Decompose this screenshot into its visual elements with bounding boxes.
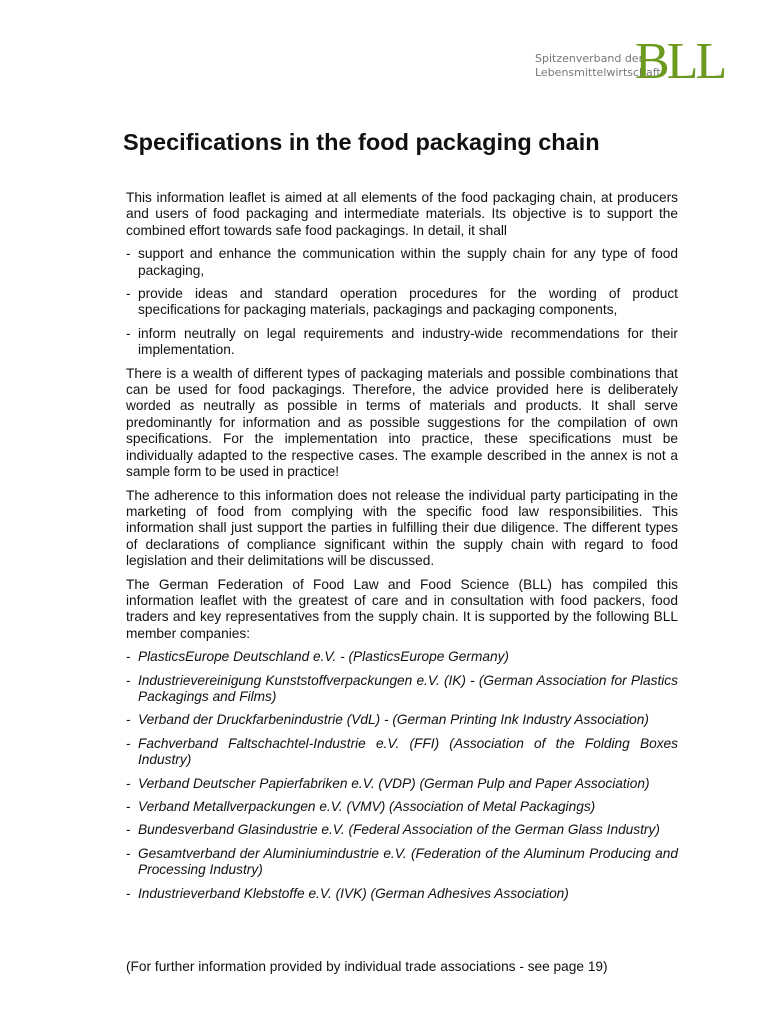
- bll-paragraph: The German Federation of Food Law and Food Science (BLL) has compiled this information leaflet with the greatest of care and in consultation with food packers, food traders and key representatives from the supply chain. It is supported by the following BLL member companies:: [126, 576, 678, 641]
- list-item: - provide ideas and standard operation procedures for the wording of product specifications for packaging materials, packagings and packaging components,: [126, 286, 678, 318]
- list-item: - Bundesverband Glasindustrie e.V. (Federal Association of the German Glass Industry): [126, 822, 660, 838]
- goals-list: [126, 246, 678, 358]
- list-item: - Verband Deutscher Papierfabriken e.V. (VDP) (German Pulp and Paper Association): [126, 775, 650, 791]
- materials-paragraph: There is a wealth of different types of packaging materials and possible combinations that can be used for food packagings. Therefore, the advice provided here is deliberately worded as neutrally as possible in terms of materials and products. It shall serve predominantly for information and as possible suggestions for the compilation of own specifications. For the implementation into practice, these specifications must be individually adapted to the respective cases. The example described in the annex is not a sample form to be used in practice!: [126, 365, 678, 480]
- list-item: - Gesamtverband der Aluminiumindustrie e.V. (Federation of the Aluminum Producing and Processing Industry): [126, 845, 678, 878]
- list-item: - PlasticsEurope Deutschland e.V. - (PlasticsEurope Germany): [126, 649, 509, 665]
- list-item: - Verband Metallverpackungen e.V. (VMV) (Association of Metal Packagings): [126, 799, 596, 814]
- tagline-line-1: Spitzenverband der: [535, 52, 644, 65]
- intro-paragraph: This information leaflet is aimed at all elements of the food packaging chain, at producers and users of food packaging and intermediate materials. Its objective is to support the combined effort towards safe food packagings. In detail, it shall: [126, 190, 678, 238]
- responsibility-paragraph: The adherence to this information does not release the individual party participating in the marketing of food from complying with the specific food law responsibilities. This information shall just support the parties in fulfilling their due diligence. The different types of declarations of compliance significant within the supply chain with regard to food legislation and their delimitations will be discussed.: [126, 487, 678, 569]
- list-item: - Industrievereinigung Kunststoffverpackungen e.V. (IK) - (German Association for Plastics Packagings and Films): [126, 672, 678, 704]
- footnote: (For further information provided by individual trade associations - see page 19): [126, 959, 608, 974]
- bll-logo-text: BLL: [635, 33, 725, 86]
- page-title: Specifications in the food packaging chain: [123, 129, 600, 155]
- list-item: - support and enhance the communication within the supply chain for any type of food packaging,: [126, 246, 678, 278]
- document-body: [126, 190, 678, 909]
- list-item: - Fachverband Faltschachtel-Industrie e.V. (FFI) (Association of the Folding Boxes Industry): [126, 735, 678, 768]
- header-logo: [535, 30, 745, 90]
- bll-logo-icon: [635, 30, 740, 86]
- list-item: - inform neutrally on legal requirements and industry-wide recommendations for their implementation.: [126, 325, 678, 358]
- list-item: - Verband der Druckfarbenindustrie (VdL) - (German Printing Ink Industry Association): [126, 712, 649, 728]
- list-item: - Industrieverband Klebstoffe e.V. (IVK) (German Adhesives Association): [126, 885, 569, 901]
- member-list: [126, 649, 678, 902]
- tagline-line-2: Lebensmittelwirtschaft: [535, 66, 661, 79]
